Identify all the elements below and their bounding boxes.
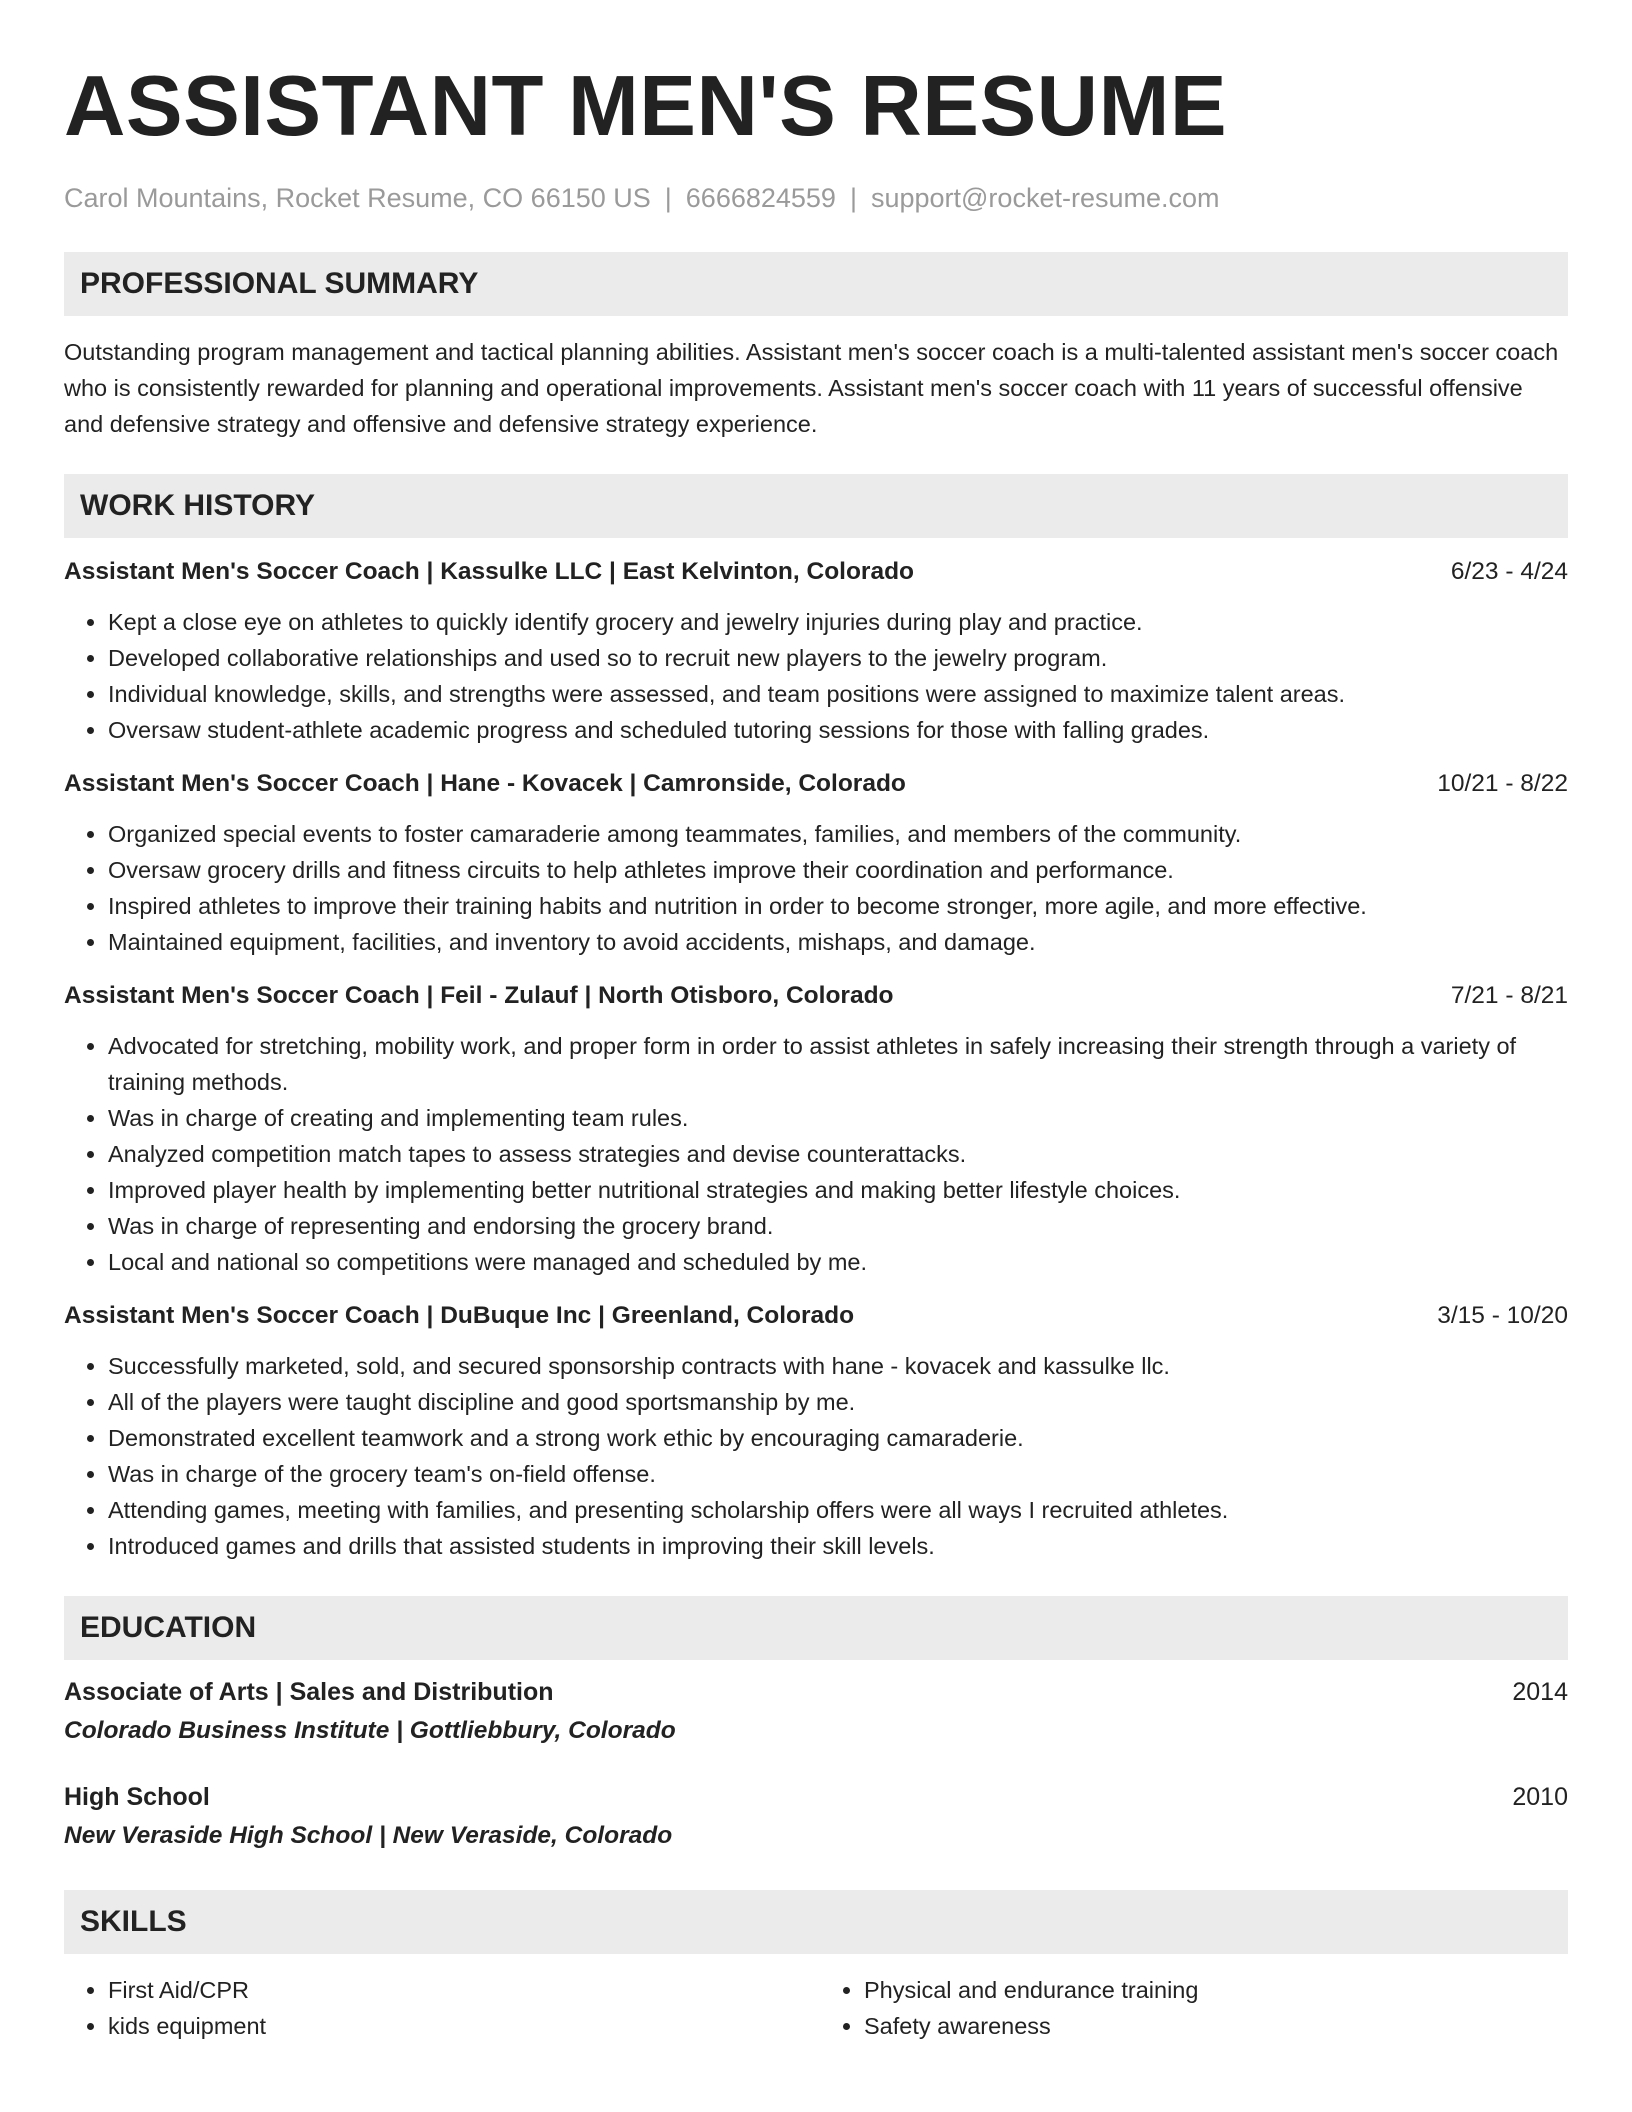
skill-item: • Physical and endurance training bbox=[864, 1972, 1568, 2008]
resume-name: ASSISTANT MEN'S RESUME bbox=[64, 59, 1228, 154]
section-header-summary: PROFESSIONAL SUMMARY bbox=[64, 252, 1568, 316]
job-entry bbox=[64, 770, 1568, 960]
section-header-work-history: WORK HISTORY bbox=[64, 474, 1568, 538]
education-school: New Veraside High School | New Veraside, Colorado bbox=[64, 1822, 673, 1849]
job-bullet: • Kept a close eye on athletes to quickly identify grocery and jewelry injuries during play and practice. bbox=[108, 604, 1568, 640]
education-degree: High School bbox=[64, 1783, 210, 1811]
job-header bbox=[64, 982, 1568, 1010]
section-header-education: EDUCATION bbox=[64, 1596, 1568, 1660]
job-title: Assistant Men's Soccer Coach | DuBuque Inc | Greenland, Colorado bbox=[64, 1302, 855, 1329]
job-bullet: • Improved player health by implementing better nutritional strategies and making better lifestyle choices. bbox=[108, 1172, 1568, 1208]
education-degree: Associate of Arts | Sales and Distribution bbox=[64, 1678, 554, 1706]
skills-column-right bbox=[816, 1972, 1568, 2044]
job-bullet: • Organized special events to foster camaraderie among teammates, families, and members of the community. bbox=[108, 816, 1568, 852]
contact-address: Carol Mountains, Rocket Resume, CO 66150 US bbox=[64, 183, 651, 213]
education-entry bbox=[64, 1783, 1568, 1850]
job-bullet: • Developed collaborative relationships and used so to recruit new players to the jewelry program. bbox=[108, 640, 1568, 676]
skill-item: • First Aid/CPR bbox=[108, 1972, 816, 2008]
section-header-skills: SKILLS bbox=[64, 1890, 1568, 1954]
education-year: 2014 bbox=[1512, 1678, 1568, 1706]
job-bullet: • Demonstrated excellent teamwork and a strong work ethic by encouraging camaraderie. bbox=[108, 1420, 1568, 1456]
job-date: 10/21 - 8/22 bbox=[1437, 770, 1568, 797]
education-header bbox=[64, 1783, 1568, 1812]
job-entry bbox=[64, 982, 1568, 1280]
job-bullet: • Local and national so competitions were managed and scheduled by me. bbox=[108, 1244, 1568, 1280]
contact-separator: | bbox=[664, 183, 672, 213]
education-header bbox=[64, 1678, 1568, 1707]
summary-text: Outstanding program management and tactical planning abilities. Assistant men's soccer coach is a multi-talented assistant men's soccer coach who is consistently rewarded for planning and operational improvements. Assistant men's soccer coach with 11 years of successful offensive and defensive strategy and offensive and defensive strategy experience. bbox=[64, 339, 1559, 437]
job-bullets bbox=[64, 816, 1568, 960]
job-bullet: • Oversaw student-athlete academic progress and scheduled tutoring sessions for those with falling grades. bbox=[108, 712, 1568, 748]
education-school: Colorado Business Institute | Gottliebbury, Colorado bbox=[64, 1717, 676, 1744]
skill-item: • kids equipment bbox=[108, 2008, 816, 2044]
skills-column-left bbox=[64, 1972, 816, 2044]
job-entry bbox=[64, 558, 1568, 748]
job-bullets bbox=[64, 604, 1568, 748]
job-bullet: • Individual knowledge, skills, and strengths were assessed, and team positions were assigned to maximize talent areas. bbox=[108, 676, 1568, 712]
education-entry bbox=[64, 1678, 1568, 1745]
job-header bbox=[64, 1302, 1568, 1330]
job-bullet: • Was in charge of creating and implementing team rules. bbox=[108, 1100, 1568, 1136]
job-title: Assistant Men's Soccer Coach | Kassulke LLC | East Kelvinton, Colorado bbox=[64, 558, 915, 585]
job-bullet: • Analyzed competition match tapes to assess strategies and devise counterattacks. bbox=[108, 1136, 1568, 1172]
job-bullet: • Was in charge of the grocery team's on-field offense. bbox=[108, 1456, 1568, 1492]
job-entry bbox=[64, 1302, 1568, 1564]
skills-list bbox=[64, 1972, 1568, 2044]
job-header bbox=[64, 770, 1568, 798]
job-bullets bbox=[64, 1028, 1568, 1280]
skill-item: • Safety awareness bbox=[864, 2008, 1568, 2044]
job-header bbox=[64, 558, 1568, 586]
job-date: 7/21 - 8/21 bbox=[1450, 982, 1568, 1009]
contact-email: support@rocket-resume.com bbox=[870, 183, 1220, 213]
job-bullets bbox=[64, 1348, 1568, 1564]
education-year: 2010 bbox=[1512, 1783, 1568, 1811]
job-title: Assistant Men's Soccer Coach | Hane - Kovacek | Camronside, Colorado bbox=[64, 770, 906, 797]
job-bullet: • Introduced games and drills that assisted students in improving their skill levels. bbox=[108, 1528, 1568, 1564]
contact-separator: | bbox=[849, 183, 857, 213]
job-bullet: • Advocated for stretching, mobility work, and proper form in order to assist athletes in safely increasing their strength through a variety of training methods. bbox=[108, 1028, 1568, 1100]
job-bullet: • Inspired athletes to improve their training habits and nutrition in order to become stronger, more agile, and more effective. bbox=[108, 888, 1568, 924]
job-bullet: • Successfully marketed, sold, and secured sponsorship contracts with hane - kovacek and kassulke llc. bbox=[108, 1348, 1568, 1384]
job-bullet: • All of the players were taught discipline and good sportsmanship by me. bbox=[108, 1384, 1568, 1420]
contact-phone: 6666824559 bbox=[685, 183, 836, 213]
job-bullet: • Maintained equipment, facilities, and inventory to avoid accidents, mishaps, and damage. bbox=[108, 924, 1568, 960]
contact-line bbox=[64, 183, 1568, 214]
job-bullet: • Oversaw grocery drills and fitness circuits to help athletes improve their coordination and performance. bbox=[108, 852, 1568, 888]
job-title: Assistant Men's Soccer Coach | Feil - Zulauf | North Otisboro, Colorado bbox=[64, 982, 894, 1009]
job-date: 6/23 - 4/24 bbox=[1450, 558, 1568, 585]
job-bullet: • Was in charge of representing and endorsing the grocery brand. bbox=[108, 1208, 1568, 1244]
job-date: 3/15 - 10/20 bbox=[1437, 1302, 1568, 1329]
job-bullet: • Attending games, meeting with families, and presenting scholarship offers were all ways I recruited athletes. bbox=[108, 1492, 1568, 1528]
